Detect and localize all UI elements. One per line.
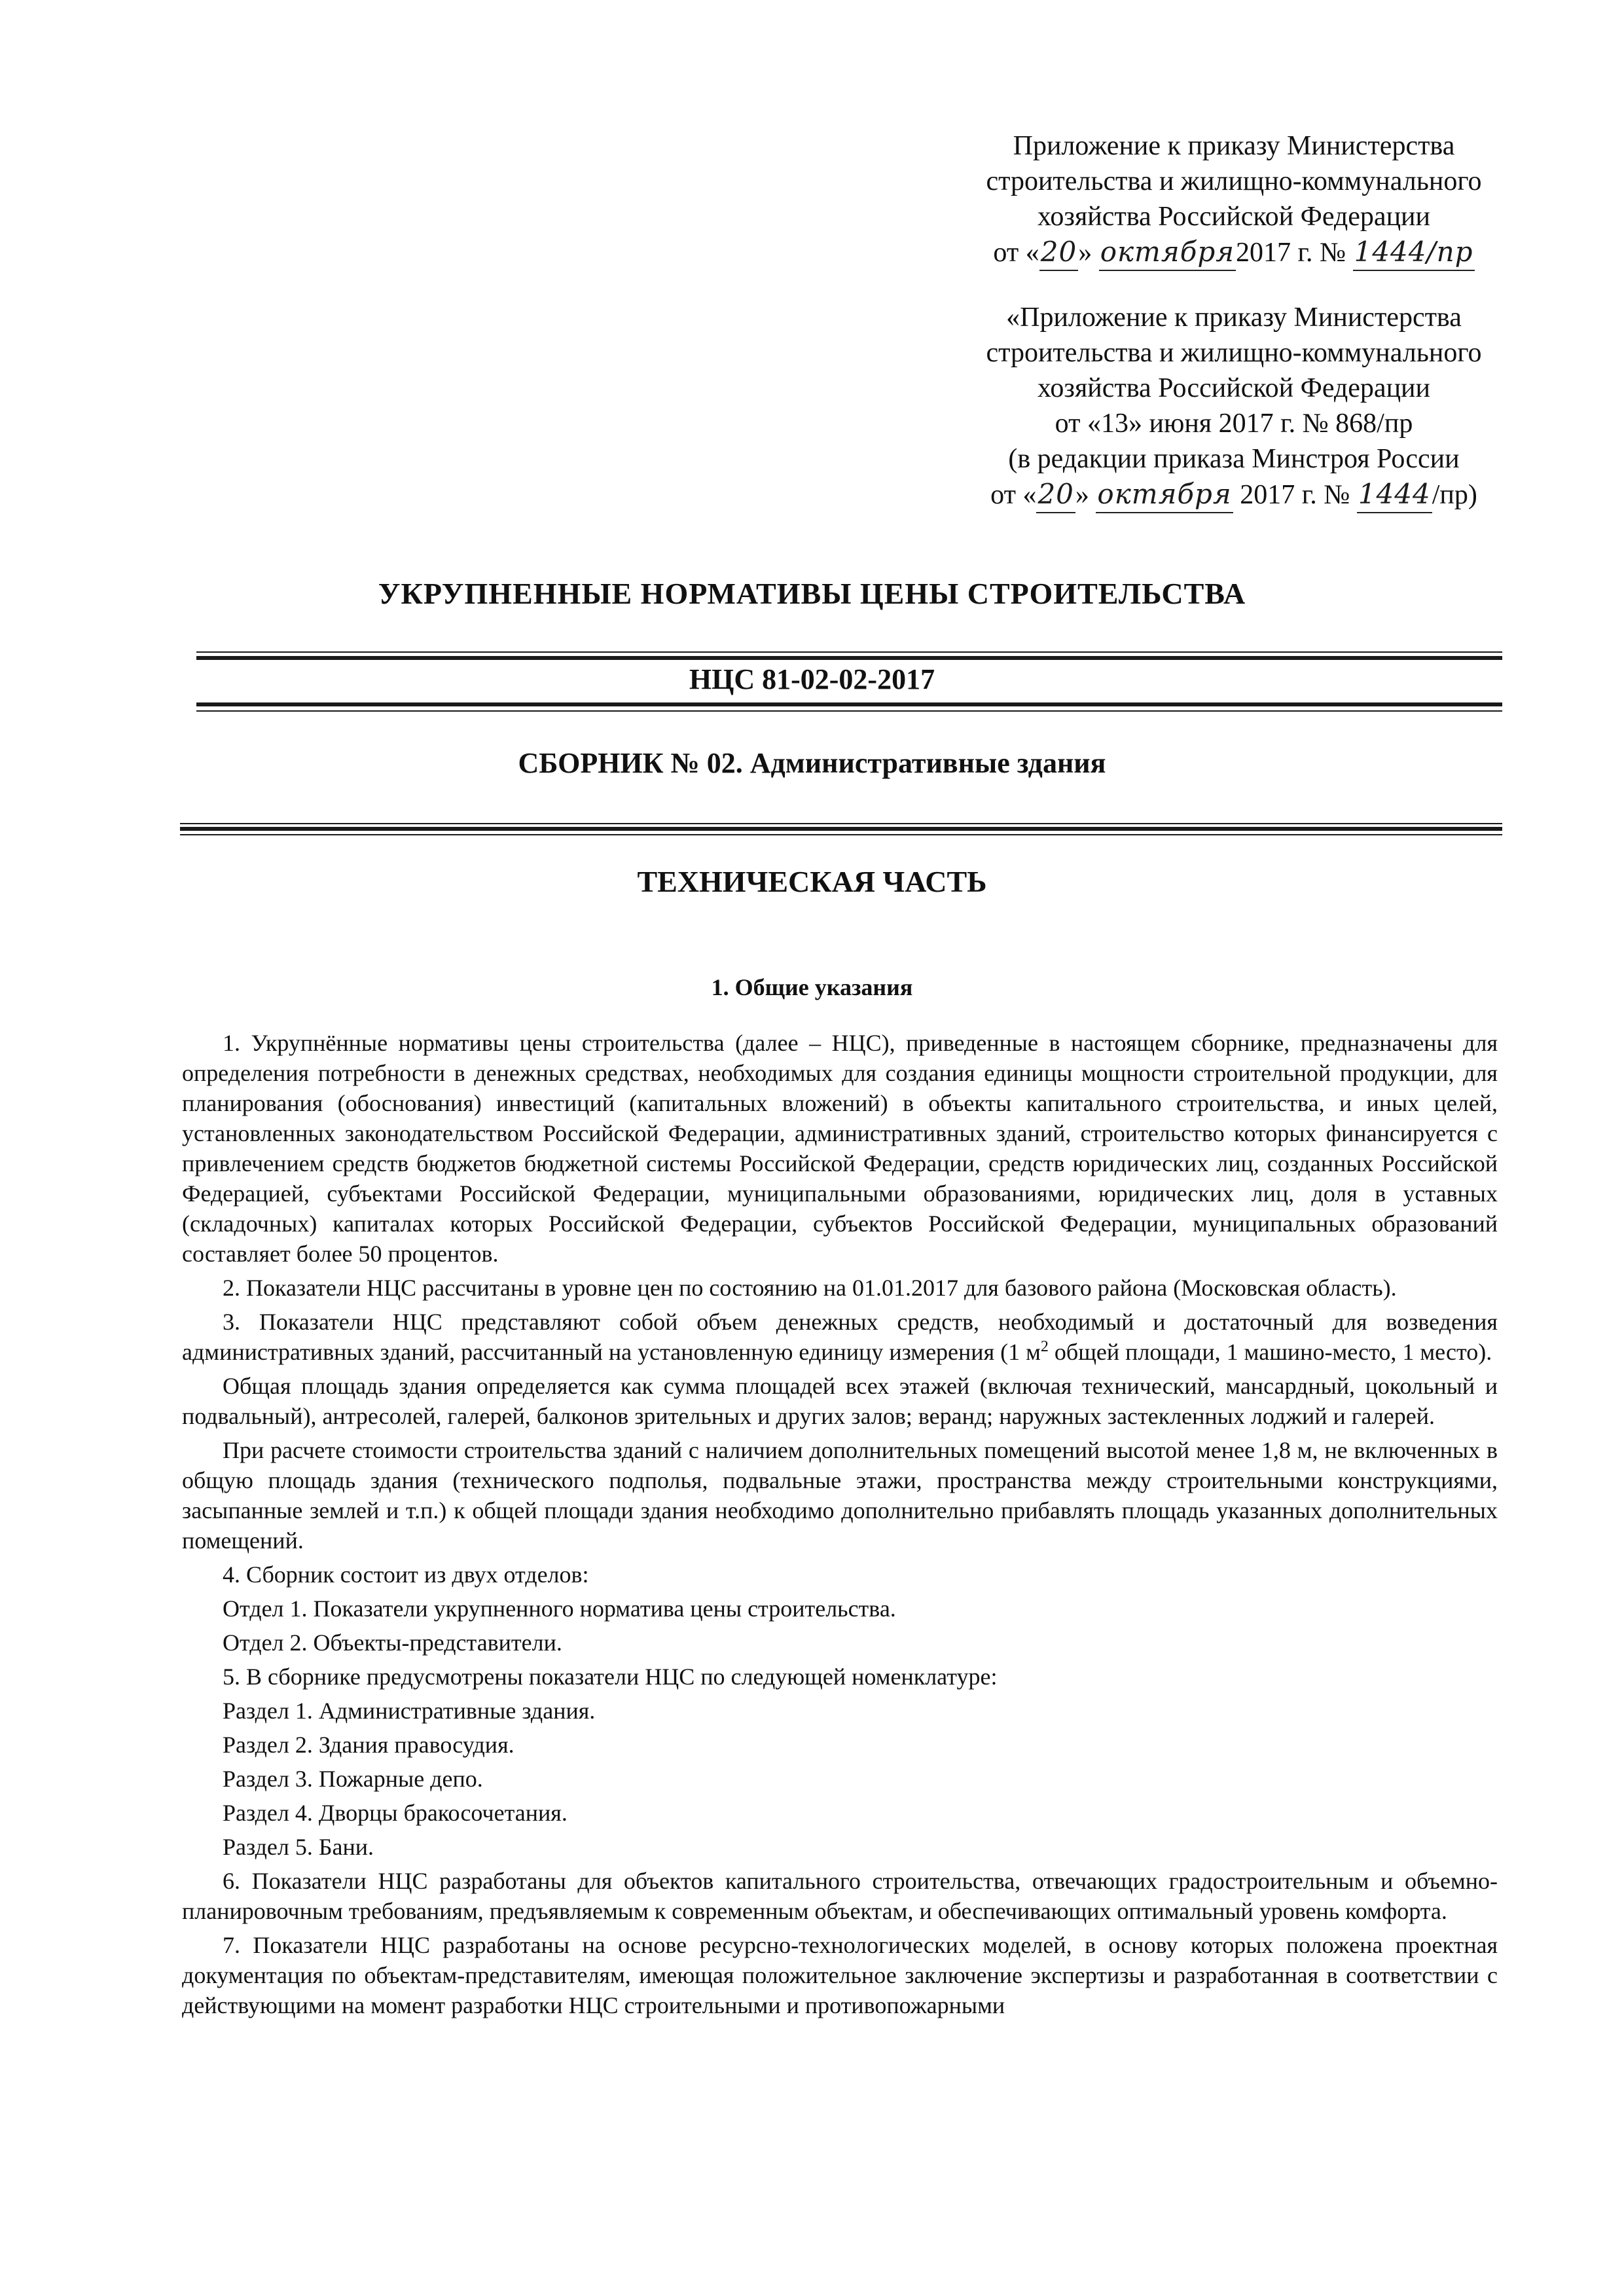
document-body (182, 1028, 1498, 2024)
list-item: 5. В сборнике предусмотрены показатели НЦС по следующей номенклатуре: (223, 1664, 998, 1690)
handwritten-day: 20 (1039, 234, 1078, 271)
stamp2-suffix: /пр) (1432, 480, 1477, 510)
stamp1-date-line (907, 234, 1561, 271)
stamp2-prefix: от « (990, 480, 1037, 510)
list-item: Отдел 2. Объекты-представители. (223, 1630, 562, 1656)
paragraph: Общая площадь здания определяется как сумма площадей всех этажей (включая технический, мансардный, цокольный и подвальный), антресолей, галерей, балконов зрительных и других залов; веранд; наружных застекленных лоджий и галерей. (182, 1373, 1498, 1429)
paragraph: 1. Укрупнённые нормативы цены строительства (далее – НЦС), приведенные в настоящем сборнике, предназначены для определения потребности в денежных средствах, необходимых для создания единицы мощности строительной продукции, для планирования (обоснования) инвестиций (капитальных вложений) в объекты капитального строительства, и иных целей, установленных законодательством Российской Федерации, административных зданий, строительство которых финансируется с привлечением средств бюджетов бюджетной системы Российской Федерации, средств юридических лиц, созданных Российской Федерацией, субъектами Российской Федерации, муниципальными образованиями, юридических лиц, доля в уставных (складочных) капиталах которых Российской Федерации, субъектов Российской Федерации, муниципальных образований составляет более 50 процентов. (182, 1030, 1498, 1267)
technical-part-heading: ТЕХНИЧЕСКАЯ ЧАСТЬ (637, 865, 987, 898)
divider-thin (196, 710, 1502, 712)
stamp2-date-line (907, 477, 1561, 513)
handwritten-month: октября (1099, 234, 1236, 271)
stamp2-line1: «Приложение к приказу Министерства (1006, 302, 1462, 333)
handwritten-order-number-2: 1444 (1357, 477, 1432, 513)
superscript: 2 (1040, 1338, 1049, 1355)
paragraph-text: 3. Показатели НЦС представляют собой объем денежных средств, необходимый и достаточный для возведения административных зданий, рассчитанный на установленную единицу измерения (1 м (182, 1309, 1498, 1365)
list-item: 4. Сборник состоит из двух отделов: (223, 1561, 589, 1588)
divider-thin (180, 823, 1502, 824)
handwritten-day-2: 20 (1036, 477, 1075, 513)
paragraph: 6. Показатели НЦС разработаны для объектов капитального строительства, отвечающих градостроительным и объемно-планировочным требованиям, предъявляемым к современным объектам, и обеспечивающих оптимальный уровень комфорта. (182, 1868, 1498, 1924)
stamp2-quote: » (1075, 480, 1089, 510)
divider-thin (196, 651, 1502, 653)
stamp2-line4: от «13» июня 2017 г. № 868/пр (1055, 409, 1413, 439)
divider-thick (196, 702, 1502, 706)
appendix-stamp-current (907, 128, 1561, 271)
stamp1-line1: Приложение к приказу Министерства (1013, 131, 1455, 161)
stamp1-prefix: от « (993, 238, 1039, 268)
section-heading: 1. Общие указания (711, 974, 913, 1000)
standard-code: НЦС 81-02-02-2017 (689, 663, 935, 695)
stamp2-line3: хозяйства Российской Федерации (1037, 373, 1431, 403)
divider-thick (196, 656, 1502, 660)
stamp2-year: 2017 г. № (1240, 480, 1350, 510)
paragraph: 2. Показатели НЦС рассчитаны в уровне цен по состоянию на 01.01.2017 для базового района (Московская область). (223, 1275, 1397, 1301)
divider-thin (180, 834, 1502, 835)
collection-title: СБОРНИК № 02. Административные здания (518, 747, 1106, 779)
paragraph (182, 1307, 1498, 1367)
paragraph: При расчете стоимости строительства зданий с наличием дополнительных помещений высотой менее 1,8 м, не включенных в общую площадь здания (технического подполья, подвальные этажи, пространства между строительными конструкциями, засыпанные землей и т.п.) к общей площади здания необходимо дополнительно прибавлять площадь указанных дополнительных помещений. (182, 1437, 1498, 1554)
handwritten-order-number: 1444/пр (1353, 234, 1475, 271)
handwritten-month-2: октября (1096, 477, 1233, 513)
stamp2-line2: строительства и жилищно-коммунального (986, 338, 1482, 368)
list-item: Отдел 1. Показатели укрупненного норматива цены строительства. (223, 1595, 896, 1622)
divider-thick (180, 827, 1502, 831)
stamp2-line5: (в редакции приказа Минстроя России (1008, 444, 1460, 474)
paragraph-text: общей площади, 1 машино-место, 1 место). (1048, 1339, 1492, 1365)
list-item: Раздел 2. Здания правосудия. (223, 1732, 514, 1758)
stamp1-year: 2017 г. № (1236, 238, 1346, 268)
list-item: Раздел 3. Пожарные депо. (223, 1766, 483, 1792)
document-title: УКРУПНЕННЫЕ НОРМАТИВЫ ЦЕНЫ СТРОИТЕЛЬСТВА (378, 577, 1246, 610)
list-item: Раздел 4. Дворцы бракосочетания. (223, 1800, 568, 1826)
list-item: Раздел 5. Бани. (223, 1834, 374, 1860)
stamp1-quote: » (1078, 238, 1092, 268)
stamp1-line3: хозяйства Российской Федерации (1037, 202, 1431, 232)
paragraph: 7. Показатели НЦС разработаны на основе ресурсно-технологических моделей, в основу которых положена проектная документация по объектам-представителям, имеющая положительное заключение экспертизы и разработанная в соответствии с действующими на момент разработки НЦС строительными и противопожарными (182, 1932, 1498, 2018)
list-item: Раздел 1. Административные здания. (223, 1698, 596, 1724)
stamp1-line2: строительства и жилищно-коммунального (986, 166, 1482, 196)
appendix-stamp-original (907, 300, 1561, 513)
